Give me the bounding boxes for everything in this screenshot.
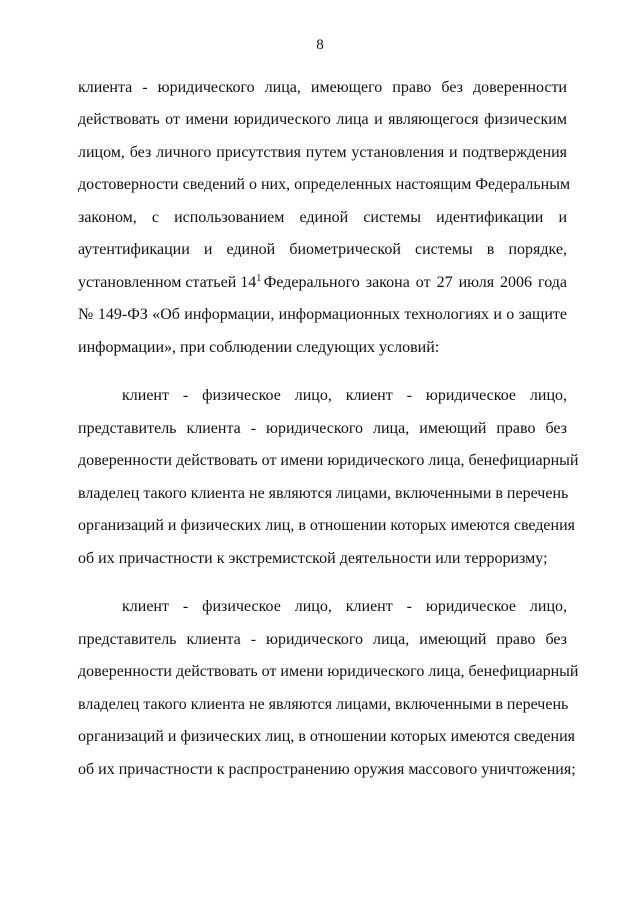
text-line: клиент - физическое лицо, клиент - юридическое лицо, — [122, 598, 567, 615]
text-line: законом, с использованием единой системы идентификации и — [78, 209, 567, 226]
text-line: доверенности действовать от имени юридического лица, бенефициарный — [78, 663, 579, 680]
superscript: 1 — [256, 273, 262, 284]
text-line: клиента - юридического лица, имеющего право без доверенности — [78, 79, 567, 96]
text-line: об их причастности к экстремистской деятельности или терроризму; — [78, 550, 548, 567]
text-line: об их причастности к распространению оружия массового уничтожения; — [78, 761, 576, 778]
text-line: организаций и физических лиц, в отношении которых имеются сведения — [78, 517, 576, 534]
text-line: клиент - физическое лицо, клиент - юридическое лицо, — [122, 387, 567, 404]
text-line: № 149-ФЗ «Об информации, информационных технологиях и о защите — [78, 306, 567, 323]
text-fragment: Федерального закона от 27 июля 2006 года — [263, 274, 567, 291]
text-line: доверенности действовать от имени юридического лица, бенефициарный — [78, 452, 579, 469]
text-line: достоверности сведений о них, определенных настоящим Федеральным — [78, 176, 571, 193]
text-line-with-footnote — [78, 273, 567, 293]
text-line: представитель клиента - юридического лица, имеющий право без — [78, 631, 567, 648]
text-line: информации», при соблюдении следующих условий: — [78, 339, 440, 356]
text-fragment: установленном статьей $14^1$ — [78, 273, 262, 291]
text-line: лицом, без личного присутствия путем установления и подтверждения — [78, 144, 567, 161]
text-line: действовать от имени юридического лица и являющегося физическим — [78, 111, 567, 128]
text-line: представитель клиента - юридического лица, имеющий право без — [78, 420, 567, 437]
text-line: владелец такого клиента не являются лицами, включенными в перечень — [78, 485, 569, 502]
text-line: владелец такого клиента не являются лицами, включенными в перечень — [78, 696, 569, 713]
page-number: 8 — [316, 37, 324, 53]
text-line: организаций и физических лиц, в отношении которых имеются сведения — [78, 728, 576, 745]
text-line: аутентификации и единой биометрической системы в порядке, — [78, 241, 567, 258]
